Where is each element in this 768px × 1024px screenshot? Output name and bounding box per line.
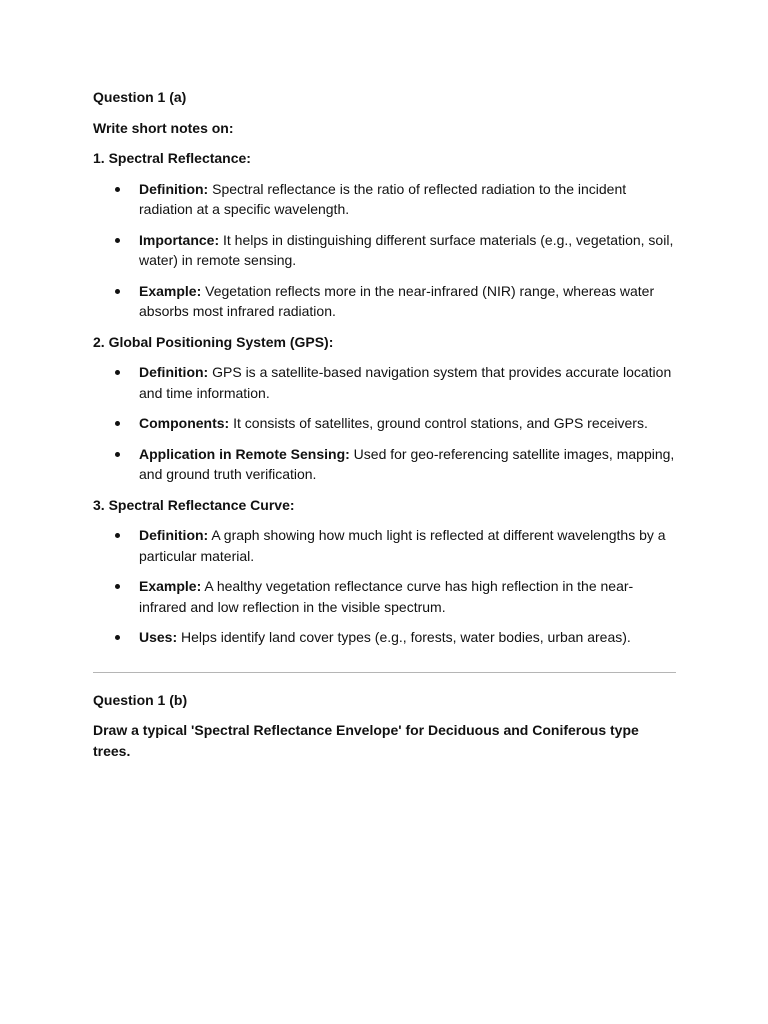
document-page bbox=[93, 87, 676, 761]
item-text: A healthy vegetation reflectance curve has high reflection in the near-infrared and low reflection in the visible spectrum. bbox=[139, 578, 634, 615]
bullet-icon bbox=[115, 584, 120, 589]
bullet-icon bbox=[115, 421, 120, 426]
item-label: Uses: bbox=[139, 629, 178, 645]
section-divider bbox=[93, 672, 676, 673]
bullet-icon bbox=[115, 370, 120, 375]
item-text: Spectral reflectance is the ratio of reflected radiation to the incident radiation at a specific wavelength. bbox=[139, 180, 627, 217]
item-label: Components: bbox=[139, 415, 230, 431]
question-1a-title: Question 1 (a) bbox=[93, 89, 187, 105]
bullet-icon bbox=[115, 238, 120, 243]
item-label: Definition: bbox=[139, 527, 209, 543]
list-item bbox=[93, 281, 676, 322]
list-item bbox=[93, 576, 676, 617]
bullet-list bbox=[93, 362, 676, 485]
item-label: Importance: bbox=[139, 231, 220, 248]
item-label: Example: bbox=[139, 282, 202, 299]
item-text: Used for geo-referencing satellite images, mapping, and ground truth verification. bbox=[139, 445, 675, 482]
item-label: Example: bbox=[139, 578, 202, 594]
bullet-list bbox=[93, 525, 676, 648]
question-1b-title: Question 1 (b) bbox=[93, 691, 188, 708]
item-label: Definition: bbox=[139, 180, 209, 197]
bullet-icon bbox=[115, 187, 120, 192]
item-label: Definition: bbox=[139, 364, 209, 380]
bullet-icon bbox=[115, 289, 120, 294]
list-item bbox=[93, 179, 676, 220]
list-item bbox=[93, 362, 676, 403]
bullet-icon bbox=[115, 533, 120, 538]
bullet-list bbox=[93, 179, 676, 322]
item-text: GPS is a satellite-based navigation system that provides accurate location and time information. bbox=[139, 364, 672, 401]
section-heading-gps: 2. Global Positioning System (GPS): bbox=[93, 333, 334, 350]
list-item bbox=[93, 627, 676, 648]
list-item bbox=[93, 230, 676, 271]
list-item bbox=[93, 444, 676, 485]
question-1a-intro: Write short notes on: bbox=[93, 119, 234, 136]
item-text: A graph showing how much light is reflected at different wavelengths by a particular material. bbox=[139, 527, 666, 564]
section-heading-spectral-reflectance-curve: 3. Spectral Reflectance Curve: bbox=[93, 496, 295, 513]
item-text: Helps identify land cover types (e.g., forests, water bodies, urban areas). bbox=[177, 629, 631, 645]
list-item bbox=[93, 525, 676, 566]
item-text: It helps in distinguishing different surface materials (e.g., vegetation, soil, water) in remote sensing. bbox=[139, 231, 674, 268]
bullet-icon bbox=[115, 635, 120, 640]
item-label: Application in Remote Sensing: bbox=[139, 445, 350, 462]
item-text: It consists of satellites, ground control stations, and GPS receivers. bbox=[229, 415, 648, 431]
question-1b-prompt: Draw a typical 'Spectral Reflectance Envelope' for Deciduous and Coniferous type trees. bbox=[93, 722, 639, 759]
item-text: Vegetation reflects more in the near-infrared (NIR) range, whereas water absorbs most infrared radiation. bbox=[139, 282, 655, 319]
bullet-icon bbox=[115, 452, 120, 457]
list-item bbox=[93, 413, 676, 434]
section-heading-spectral-reflectance: 1. Spectral Reflectance: bbox=[93, 150, 251, 166]
